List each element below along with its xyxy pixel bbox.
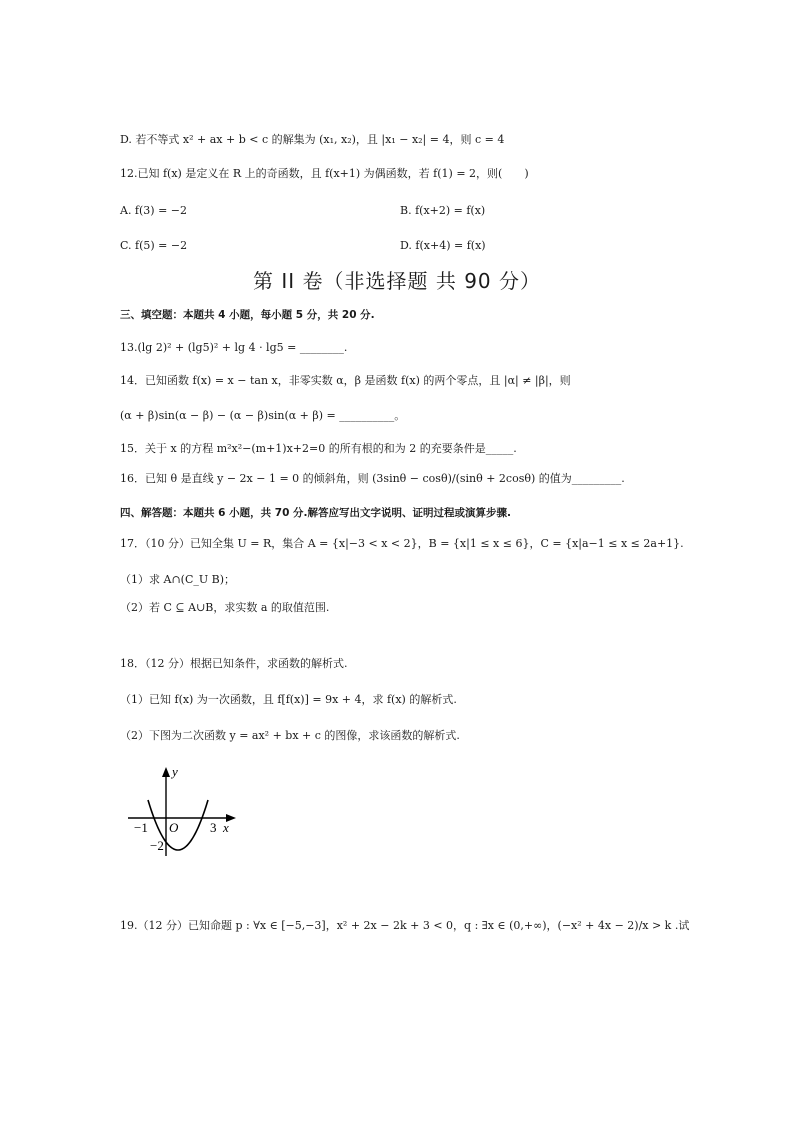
question-19: 19.（12 分）已知命题 p : ∀x ∈ [−5,−3]，x² + 2x − 2k + 3 < 0，q : ∃x ∈ (0,+∞)，(−x² + 4x − 2)/x > k .试 xyxy=(120,919,690,932)
question-18-part-1: （1）已知 f(x) 为一次函数，且 f[f(x)] = 9x + 4，求 f(x) 的解析式. xyxy=(120,693,457,706)
section-2-title: 第 II 卷（非选择题 共 90 分） xyxy=(252,269,542,293)
part-3-header: 三、填空题：本题共 4 小题，每小题 5 分，共 20 分. xyxy=(120,309,375,321)
question-14-line-1: 14．已知函数 f(x) = x − tan x，非零实数 α，β 是函数 f(x) 的两个零点，且 |α| ≠ |β|，则 xyxy=(120,374,571,387)
question-16: 16．已知 θ 是直线 y − 2x − 1 = 0 的倾斜角，则 (3sinθ − cosθ)/(sinθ + 2cosθ) 的值为_________. xyxy=(120,472,625,485)
question-12-option-c: C. f(5) = −2 xyxy=(120,239,188,252)
question-18-part-2: （2）下图为二次函数 y = ax² + bx + c 的图像，求该函数的解析式. xyxy=(120,729,460,742)
question-13: 13.(lg 2)² + (lg5)² + lg 4 · lg5 = ________. xyxy=(120,341,348,354)
question-14-line-2: (α + β)sin(α − β) − (α − β)sin(α + β) = __________。 xyxy=(120,409,406,422)
question-12-option-b: B. f(x+2) = f(x) xyxy=(400,204,486,217)
root-left-label: −1 xyxy=(134,820,148,835)
question-18-stem: 18．（12 分）根据已知条件，求函数的解析式. xyxy=(120,657,348,670)
question-17-stem: 17．（10 分）已知全集 U = R，集合 A = {x|−3 < x < 2}，B = {x|1 ≤ x ≤ 6}，C = {x|a−1 ≤ x ≤ 2a+1}. xyxy=(120,537,684,550)
question-17-part-1: （1）求 A∩(C_U B)； xyxy=(120,573,236,586)
question-12-option-d: D. f(x+4) = f(x) xyxy=(400,239,486,252)
question-12-option-a: A. f(3) = −2 xyxy=(120,204,188,217)
y-axis-arrow-icon xyxy=(162,767,170,777)
question-12-stem: 12.已知 f(x) 是定义在 R 上的奇函数，且 f(x+1) 为偶函数，若 f(1) = 2，则( ) xyxy=(120,167,529,180)
question-17-part-2: （2）若 C ⊆ A∪B，求实数 a 的取值范围. xyxy=(120,601,330,614)
part-4-header: 四、解答题：本题共 6 小题，共 70 分.解答应写出文字说明、证明过程或演算步骤. xyxy=(120,507,512,519)
root-right-label: 3 xyxy=(210,820,217,835)
y-axis-label: y xyxy=(172,764,178,779)
x-axis-label: x xyxy=(223,820,229,835)
parabola-graph xyxy=(120,760,250,860)
origin-label: O xyxy=(169,820,179,835)
question-11-option-d: D. 若不等式 x² + ax + b < c 的解集为 (x₁, x₂)，且 |x₁ − x₂| = 4，则 c = 4 xyxy=(120,133,505,146)
question-15: 15．关于 x 的方程 m²x²−(m+1)x+2=0 的所有根的和为 2 的充要条件是_____. xyxy=(120,442,517,455)
y-intercept-label: −2 xyxy=(150,838,164,853)
